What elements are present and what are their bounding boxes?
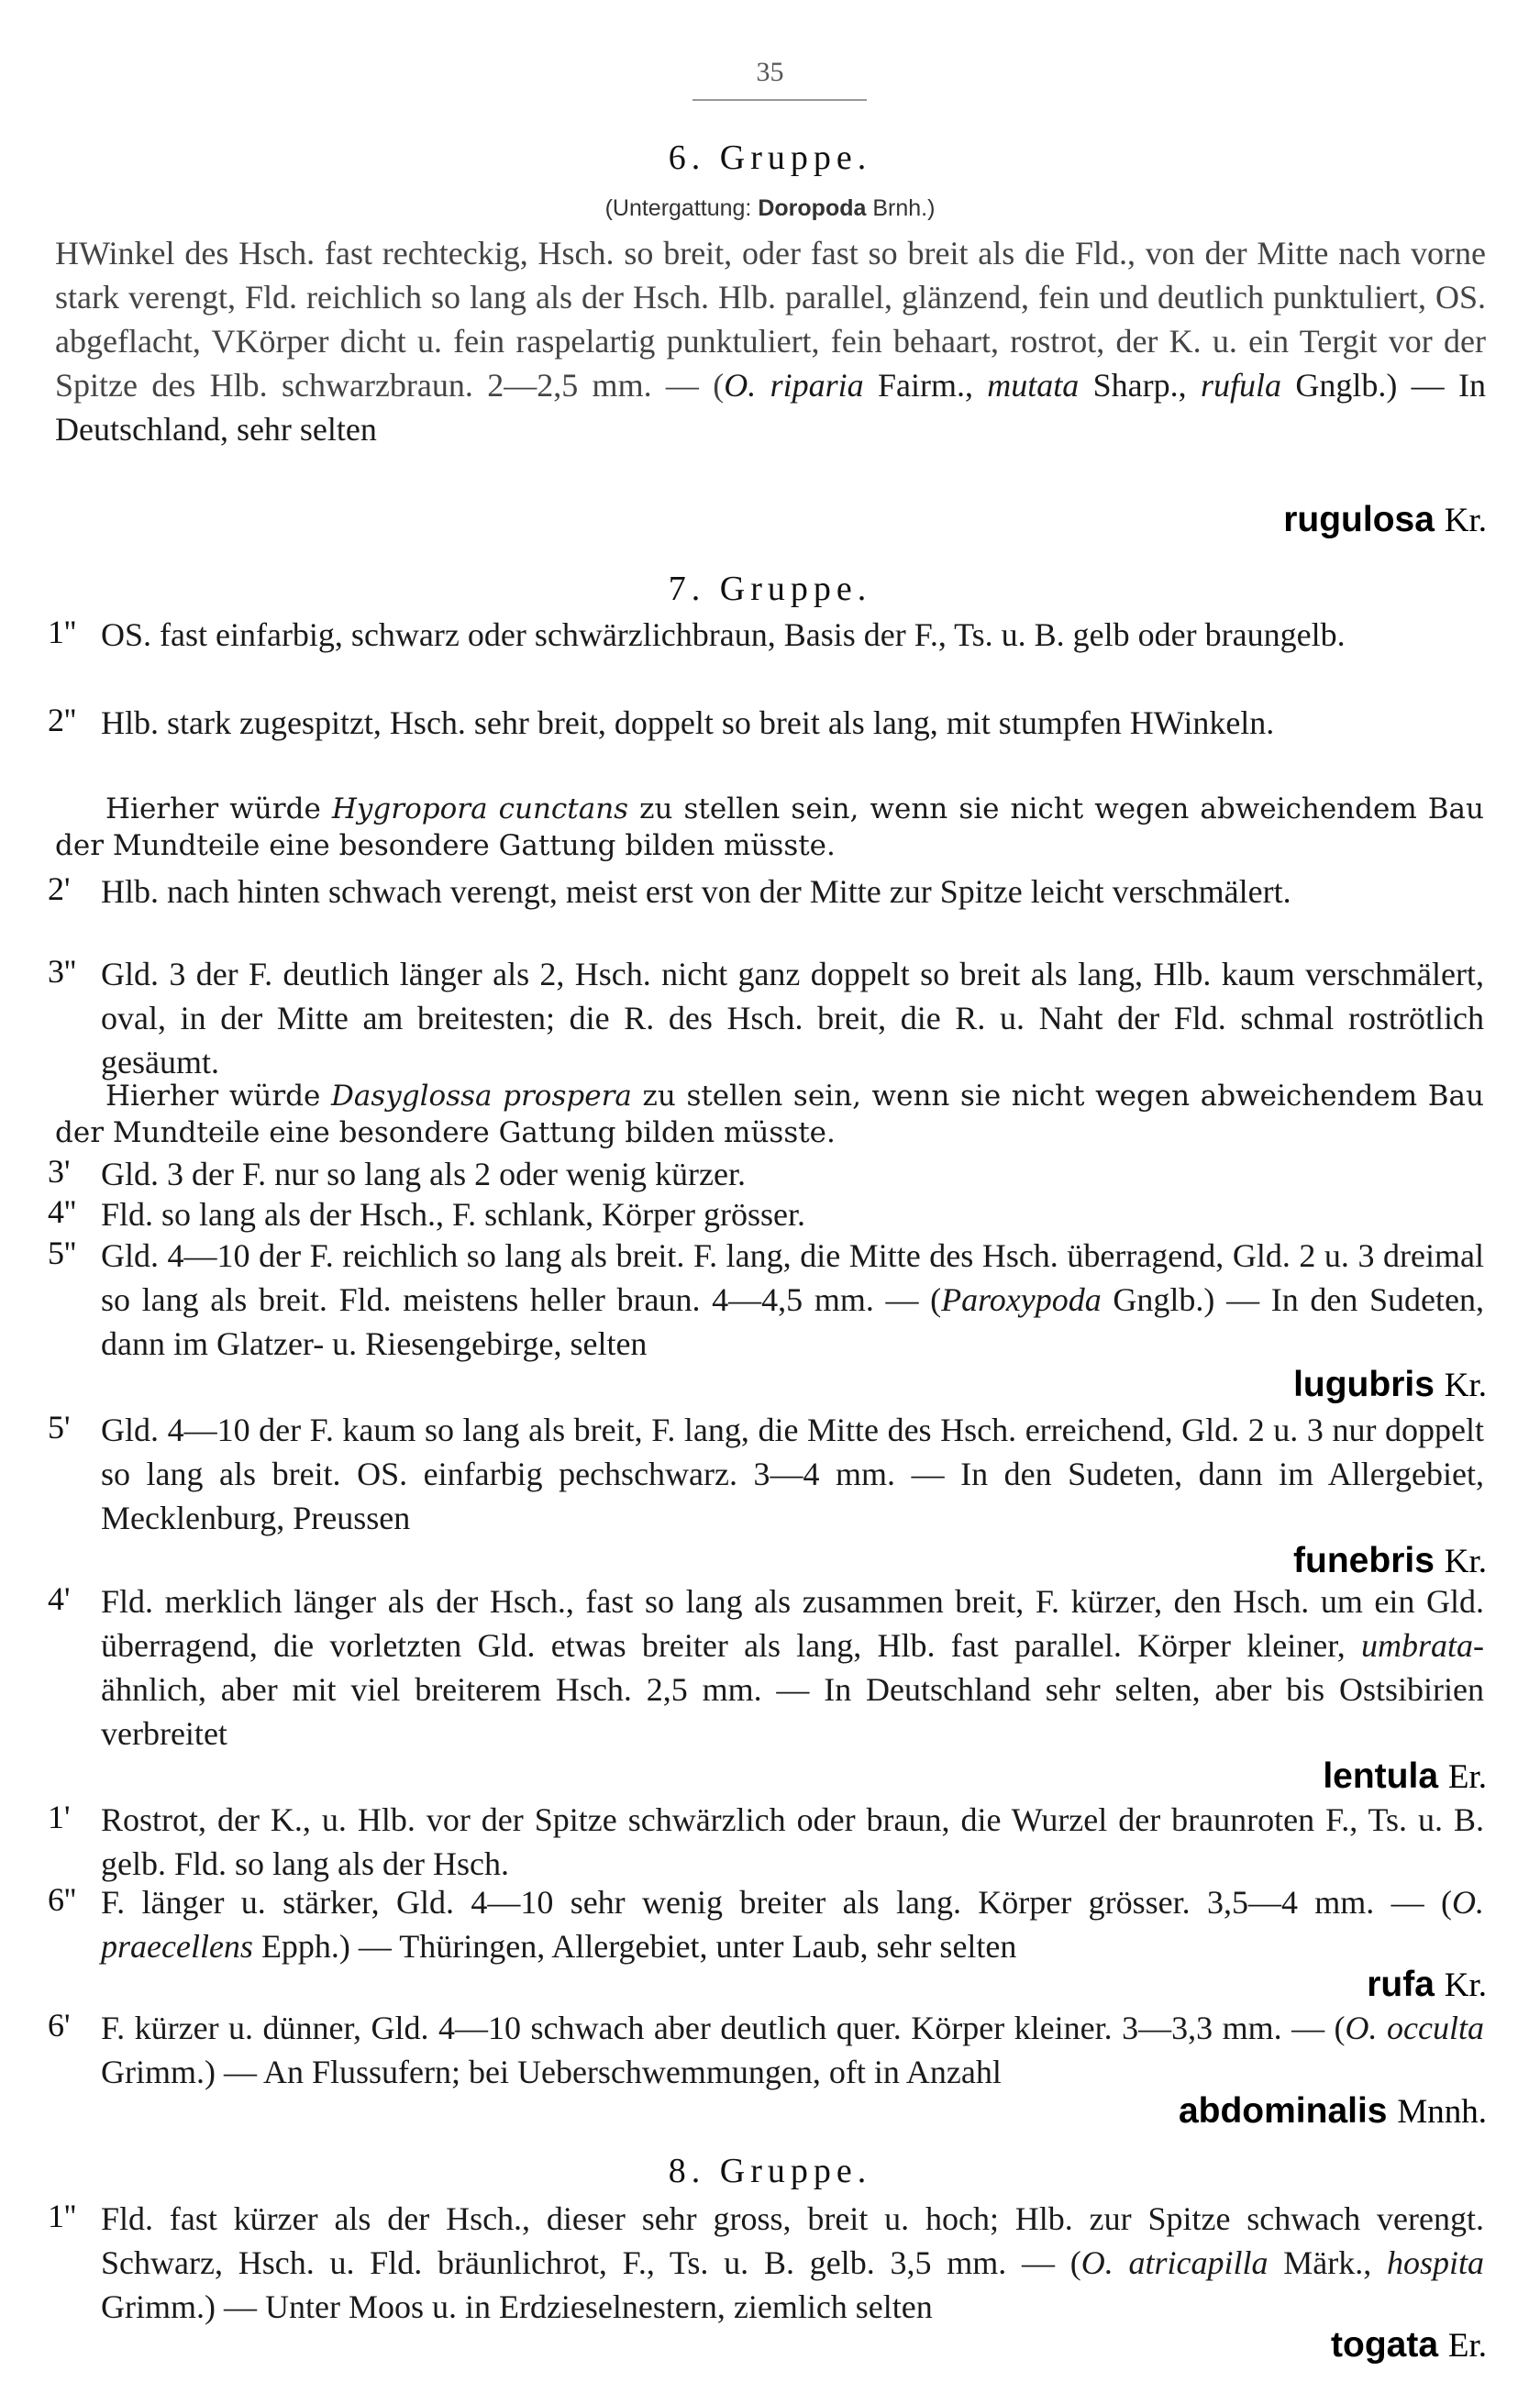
key-entry: OS. fast einfarbig, schwarz oder schwärzlichbraun, Basis der F., Ts. u. B. gelb oder braungelb. (101, 616, 1346, 653)
page-number: 35 (756, 57, 784, 87)
species-author: Er. (1447, 2327, 1487, 2365)
species-author: Mnnh. (1397, 2093, 1487, 2131)
species-name (1293, 1365, 1487, 1405)
group-6-subgenus (0, 195, 1540, 222)
synonym-author: Sharp., (1079, 367, 1201, 404)
species-name (1179, 2091, 1487, 2132)
header-rule (692, 99, 867, 101)
species-author: Kr. (1444, 1543, 1487, 1580)
entry-text: HWinkel des Hsch. fast rechteckig, Hsch. so breit, oder fast so breit als die Fld., von der Mitte nach vorne stark verengt, Fld. reichlich so lang als der Hsch. Hlb. parallel, glänzend, fein und deutlich punktuliert, OS. abgeflacht, VKörper dicht u. fein raspelartig punktuliert, fein behaart, rostrot, der K. u. ein Tergit vor der Spitze des Hlb. schwarzbraun. 2—2,5 mm. — ( (55, 235, 1486, 404)
note-text: zu stellen sein, wenn sie nicht wegen abweichendem Bau der Mundteile eine besondere Gattung bilden müsste. (55, 792, 1484, 862)
species-author: Kr. (1444, 1966, 1487, 2004)
entry-text: Epph.) — Thüringen, Allergebiet, unter Laub, sehr selten (252, 1928, 1017, 1965)
subgenus-author: Brnh.) (872, 195, 936, 221)
key-number: 3'' (48, 953, 76, 990)
note-text: Hierher würde (105, 792, 332, 825)
species-author: Kr. (1444, 502, 1487, 539)
entry-text: F. länger u. stärker, Gld. 4—10 sehr wenig breiter als lang. Körper grösser. 3,5—4 mm. — ( (101, 1884, 1452, 1921)
entry-text: F. kürzer u. dünner, Gld. 4—10 schwach aber deutlich quer. Körper kleiner. 3—3,3 mm. — ( (101, 2010, 1346, 2046)
key-number: 1'' (48, 614, 76, 650)
key-entry: Gld. 3 der F. deutlich länger als 2, Hsch. nicht ganz doppelt so breit als lang, Hlb. kaum verschmälert, oval, in der Mitte am breitesten; die R. des Hsch. breit, die R. u. Naht der Fld. schmal roströtlich gesäumt. (101, 956, 1484, 1080)
synonym: Paroxypoda (941, 1281, 1102, 1318)
group-8-title: 8. Gruppe. (668, 2152, 872, 2190)
species-name (1293, 1541, 1487, 1581)
key-entry (101, 2006, 1484, 2094)
species-name (1367, 1965, 1487, 2005)
key-entry (101, 1880, 1484, 1968)
species-label: togata (1331, 2325, 1439, 2365)
synonym: O. occulta (1345, 2010, 1484, 2046)
key-note (55, 1078, 1484, 1151)
entry-text: Grimm.) — Unter Moos u. in Erdzieselnestern, ziemlich selten (101, 2288, 933, 2325)
key-entry: Hlb. stark zugespitzt, Hsch. sehr breit, doppelt so breit als lang, mit stumpfen HWinkeln. (101, 704, 1275, 741)
species-name (1283, 500, 1487, 540)
key-entry: Gld. 3 der F. nur so lang als 2 oder wenig kürzer. (101, 1156, 746, 1192)
entry-text: Gnglb.) — In Deutschland, sehr selten (55, 367, 1486, 448)
genus-name: Hygropora cunctans (331, 792, 629, 825)
species-name (1331, 2325, 1487, 2365)
entry-text: Grimm.) — An Flussufern; bei Ueberschwemmungen, oft in Anzahl (101, 2054, 1002, 2090)
species-label: lentula (1323, 1756, 1439, 1796)
key-entry (101, 1234, 1484, 1366)
key-number: 2' (48, 870, 71, 907)
key-number: 5' (48, 1409, 71, 1446)
species-label: rugulosa (1283, 500, 1435, 539)
key-note (55, 791, 1484, 864)
group-7-title: 7. Gruppe. (668, 570, 872, 608)
synonym-author: Fairm., (863, 367, 988, 404)
key-entry (101, 1579, 1484, 1756)
species-label: funebris (1293, 1541, 1435, 1580)
note-text: zu stellen sein, wenn sie nicht wegen abweichendem Bau der Mundteile eine besondere Gattung bilden müsste. (55, 1080, 1484, 1149)
subgenus-prefix: (Untergattung: (604, 195, 752, 221)
species-author: Kr. (1444, 1367, 1487, 1404)
entry-text: Fld. merklich länger als der Hsch., fast so lang als zusammen breit, F. kürzer, den Hsch. um ein Gld. überragend, die vorletzten Gld. etwas breiter als lang, Hlb. fast parallel. Körper kleiner, (101, 1583, 1484, 1664)
key-entry: Rostrot, der K., u. Hlb. vor der Spitze schwärzlich oder braun, die Wurzel der braunroten F., Ts. u. B. gelb. Fld. so lang als der Hsch. (101, 1801, 1484, 1882)
key-number: 4'' (48, 1193, 76, 1230)
entry-text: Gld. 4—10 der F. reichlich so lang als breit. F. lang, die Mitte des Hsch. überragend, Gld. 2 u. 3 dreimal so lang als breit. Fld. meistens heller braun. 4—4,5 mm. — ( (101, 1237, 1484, 1318)
species-label: rufa (1367, 1965, 1435, 2004)
subgenus-name: Doropoda (758, 195, 867, 221)
key-number: 5'' (48, 1235, 76, 1271)
entry-text: Fld. fast kürzer als der Hsch., dieser sehr gross, breit u. hoch; Hlb. zur Spitze schwach verengt. Schwarz, Hsch. u. Fld. bräunlichrot, F., Ts. u. B. gelb. 3,5 mm. — ( (101, 2200, 1484, 2281)
entry-text: Märk., (1268, 2244, 1387, 2281)
key-number: 3' (48, 1153, 71, 1190)
entry-text: -ähnlich, aber mit viel breiterem Hsch. 2,5 mm. — In Deutschland sehr selten, aber bis Ostsibirien verbreitet (101, 1627, 1484, 1752)
key-number: 6' (48, 2007, 71, 2044)
key-number: 6'' (48, 1881, 76, 1918)
entry-text: Gnglb.) — In den Sudeten, dann im Glatzer- u. Riesengebirge, selten (101, 1281, 1485, 1362)
key-entry: Fld. so lang als der Hsch., F. schlank, Körper grösser. (101, 1196, 806, 1233)
species-name (1323, 1756, 1487, 1797)
synonym: mutata (987, 367, 1080, 404)
key-entry (101, 2197, 1484, 2329)
key-entry: Gld. 4—10 der F. kaum so lang als breit, F. lang, die Mitte des Hsch. erreichend, Gld. 2 u. 3 nur doppelt so lang als breit. OS. einfarbig pechschwarz. 3—4 mm. — In den Sudeten, dann im Allergebiet, Mecklenburg, Preussen (101, 1412, 1484, 1536)
synonym: O. riparia (724, 367, 864, 404)
key-number: 4' (48, 1580, 71, 1617)
synonym: O. atricapilla (1080, 2244, 1269, 2281)
species-author: Er. (1447, 1758, 1487, 1796)
key-number: 1'' (48, 2198, 76, 2234)
key-entry: Hlb. nach hinten schwach verengt, meist erst von der Mitte zur Spitze leicht verschmälert. (101, 873, 1291, 910)
species-label: abdominalis (1178, 2091, 1388, 2131)
key-number: 1' (48, 1799, 71, 1835)
synonym: rufula (1200, 367, 1281, 404)
key-number: 2'' (48, 702, 76, 738)
synonym: O. praecellens (101, 1884, 1484, 1965)
species-label: lugubris (1293, 1365, 1435, 1404)
synonym: hospita (1386, 2244, 1484, 2281)
group-6-title: 6. Gruppe. (668, 138, 872, 177)
note-text: Hierher würde (105, 1080, 332, 1113)
synonym: umbrata (1360, 1627, 1473, 1664)
group-6-description (55, 231, 1486, 451)
genus-name: Dasyglossa prospera (331, 1080, 632, 1113)
